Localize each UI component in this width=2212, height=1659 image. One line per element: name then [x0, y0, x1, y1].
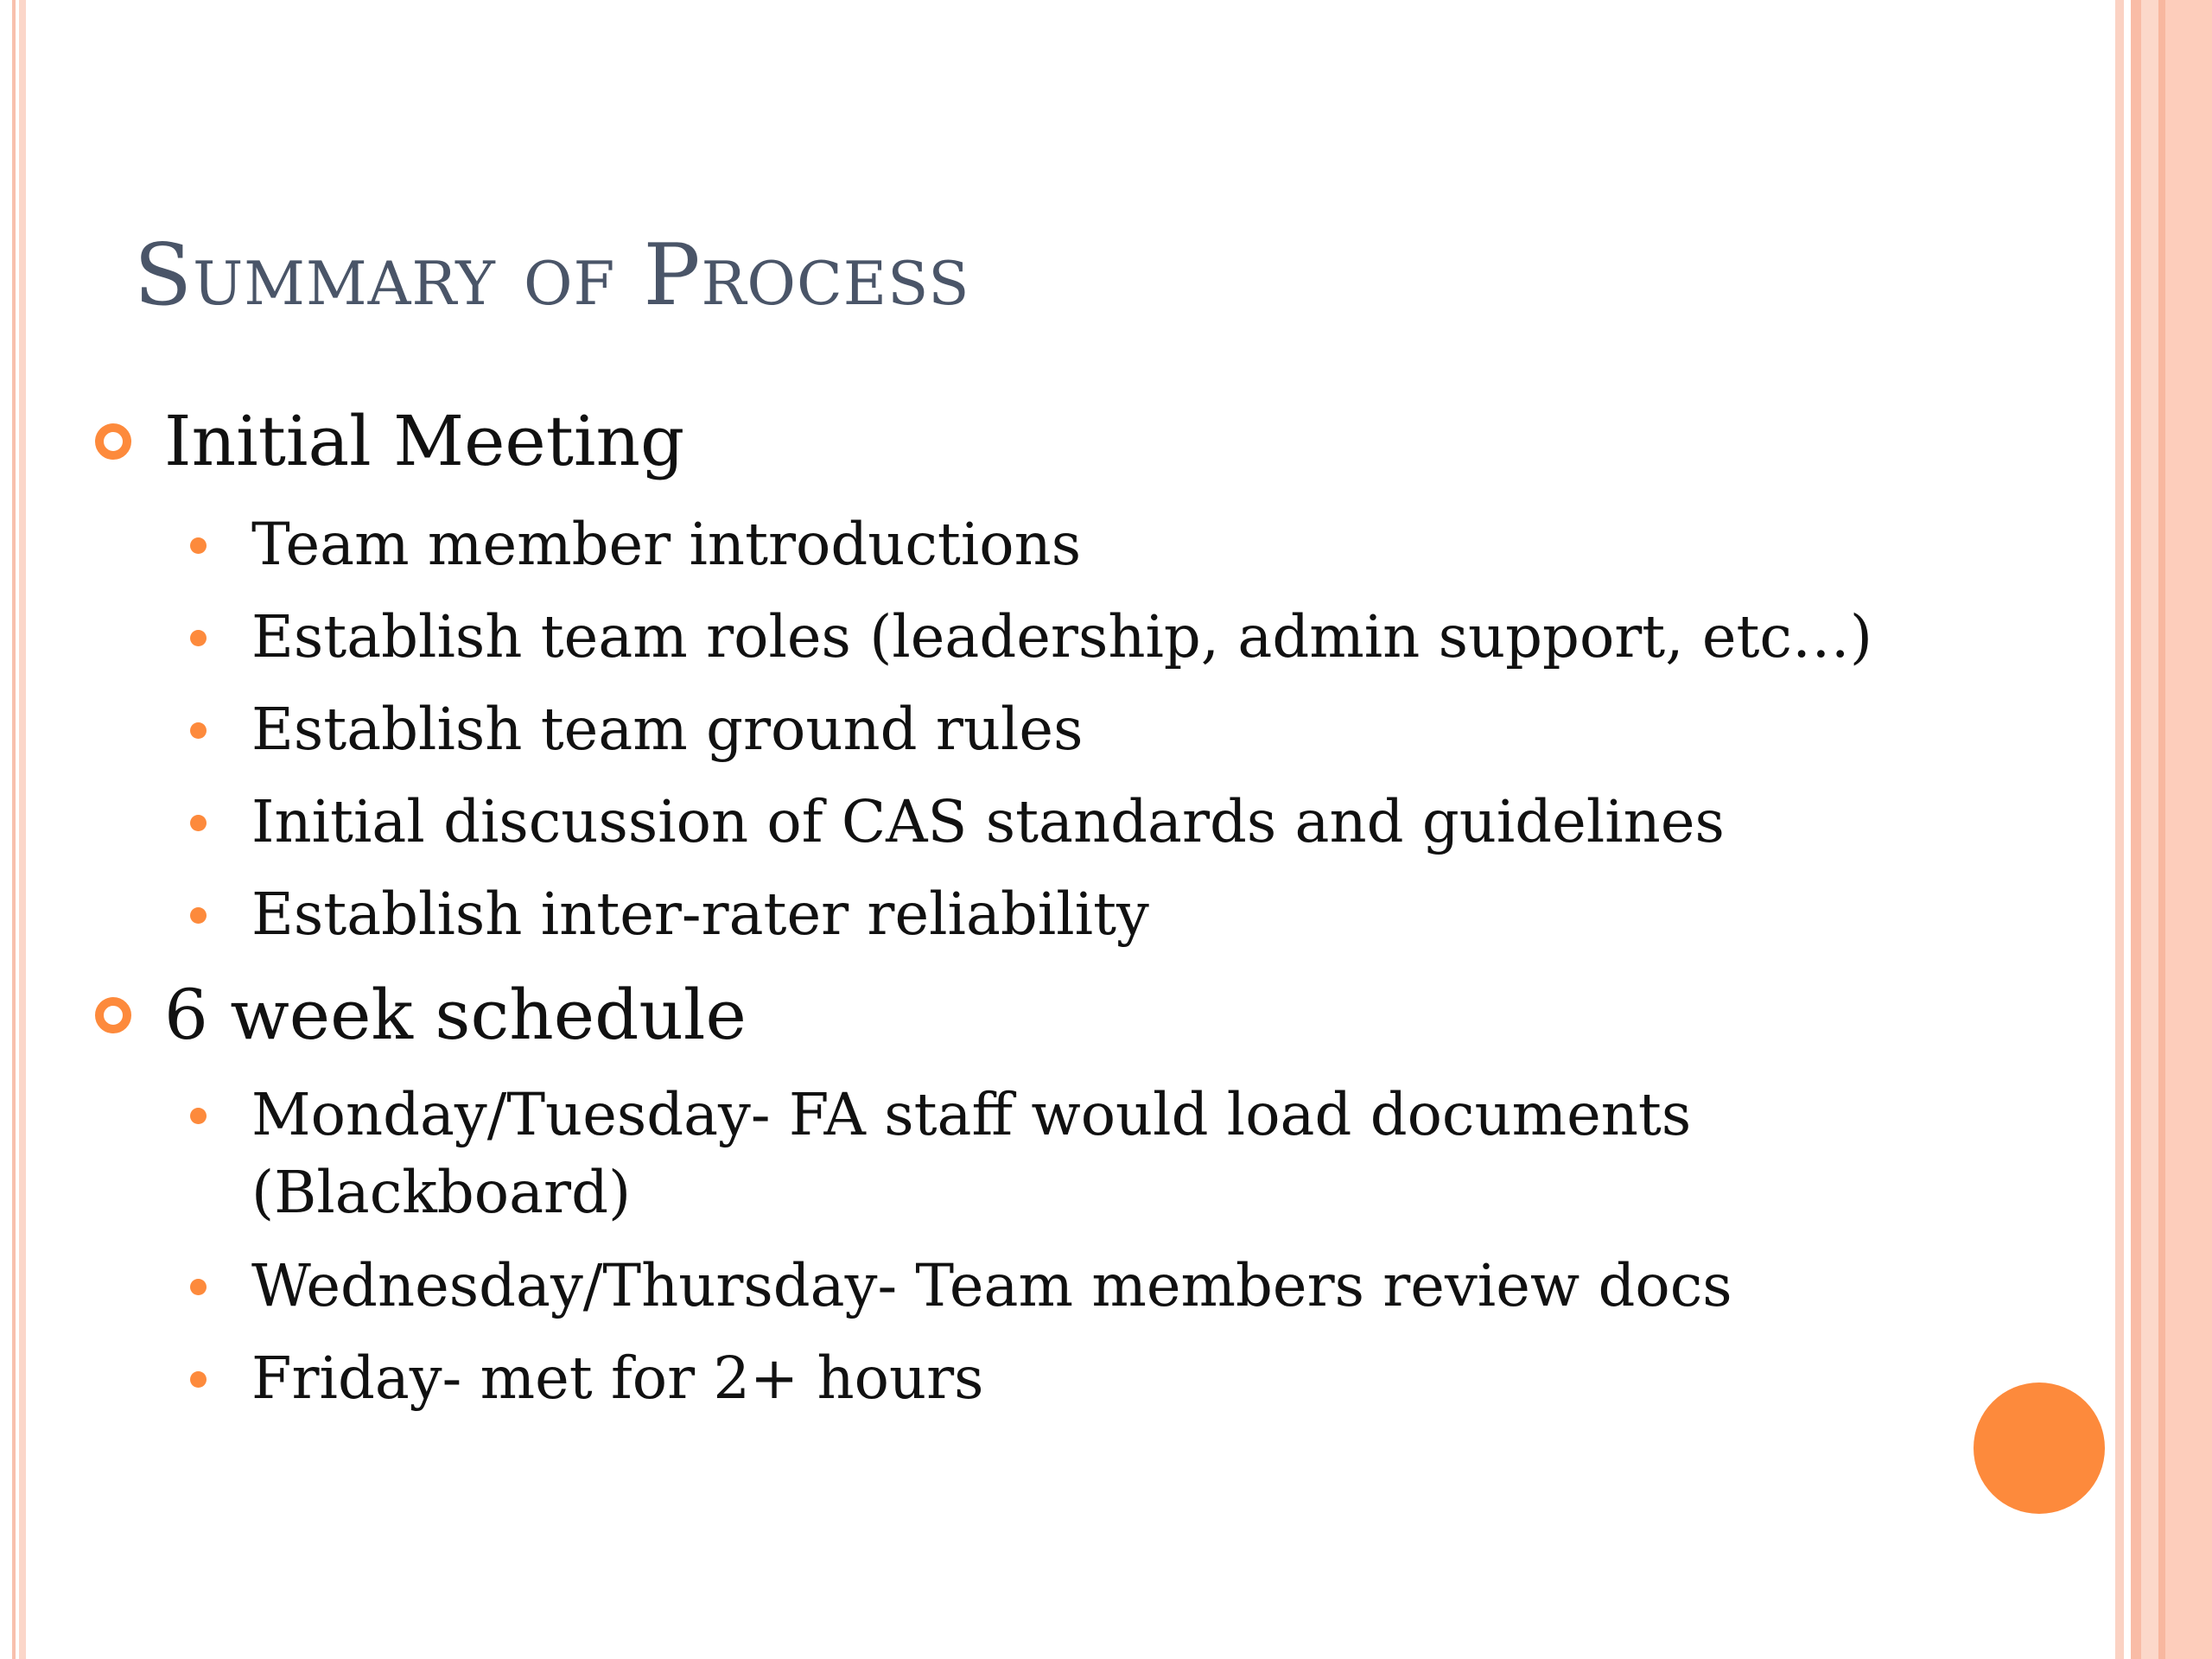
dot-bullet-icon [190, 722, 207, 739]
section-heading [95, 401, 684, 481]
dot-bullet-icon [190, 1108, 207, 1124]
dot-bullet-icon [190, 907, 207, 924]
list-item-text: Wednesday/Thursday- Team members review docs [251, 1252, 1732, 1319]
list-item [190, 783, 1725, 861]
section-heading-label: Initial Meeting [164, 401, 685, 481]
list-item-text: Friday- met for 2+ hours [251, 1344, 984, 1412]
list-item-text: Team member introductions [251, 511, 1082, 578]
list-item-text [251, 1076, 1691, 1231]
list-item [190, 875, 1149, 953]
left-border-stripe [19, 0, 26, 1659]
right-border-stripe [2141, 0, 2158, 1659]
dot-bullet-icon [190, 1371, 207, 1388]
section-heading [95, 975, 747, 1055]
list-item [190, 1247, 1732, 1325]
right-border-stripe [2165, 0, 2212, 1659]
list-item-text: Establish team roles (leadership, admin support, etc…) [251, 603, 1873, 671]
list-item-line: Monday/Tuesday- FA staff would load documents [251, 1081, 1692, 1148]
dot-bullet-icon [190, 1279, 207, 1295]
right-border-stripe [2158, 0, 2165, 1659]
right-border-stripe [2131, 0, 2141, 1659]
list-item [190, 690, 1083, 768]
right-border-stripe [2115, 0, 2124, 1659]
list-item-text: Initial discussion of CAS standards and guidelines [251, 788, 1725, 855]
list-item-text: Establish team ground rules [251, 696, 1084, 763]
list-item [190, 505, 1081, 583]
dot-bullet-icon [190, 537, 207, 554]
ring-bullet-icon [95, 423, 131, 460]
ring-bullet-icon [95, 997, 131, 1033]
list-item [190, 1339, 984, 1417]
left-border-stripe [12, 0, 16, 1659]
section-heading-label: 6 week schedule [164, 975, 747, 1055]
list-item [190, 1076, 1691, 1231]
decorative-circle [1974, 1382, 2105, 1514]
slide-title: Summary of Process [134, 226, 970, 325]
dot-bullet-icon [190, 815, 207, 831]
list-item-line: (Blackboard) [251, 1159, 632, 1226]
list-item [190, 598, 1872, 676]
dot-bullet-icon [190, 630, 207, 646]
list-item-text: Establish inter-rater reliability [251, 880, 1149, 948]
